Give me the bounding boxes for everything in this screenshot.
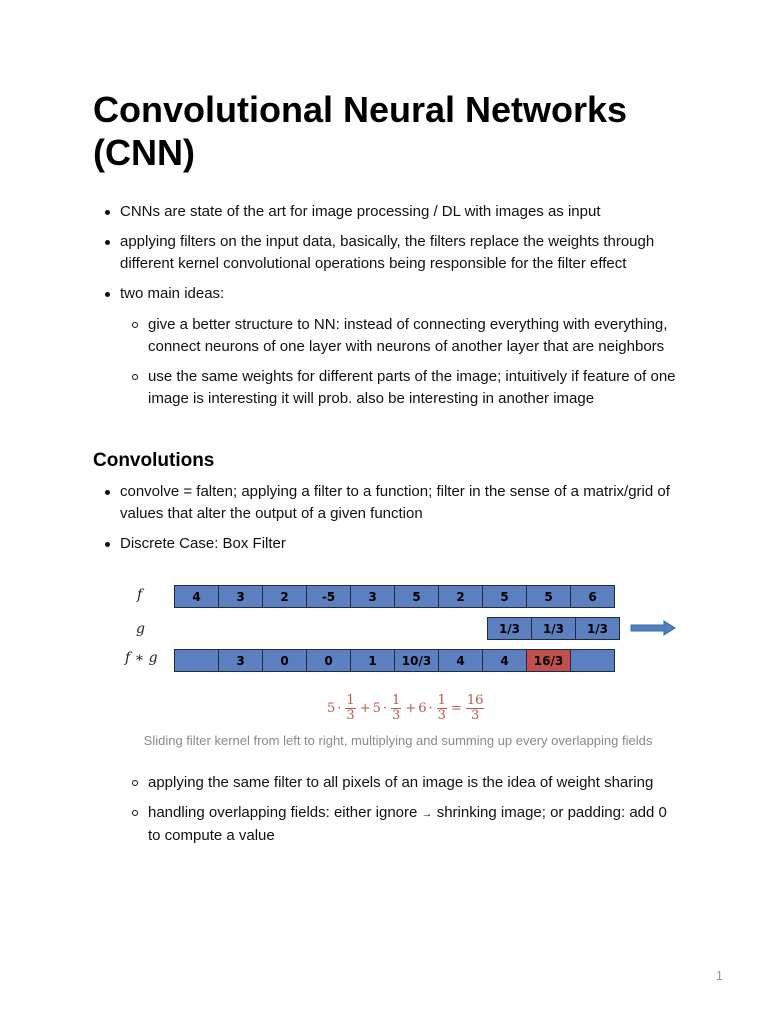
g-cell: 1/3	[531, 617, 576, 640]
bullet-icon	[105, 240, 110, 245]
formula-fraction	[466, 694, 485, 723]
fg-cell: 1	[350, 649, 395, 672]
fraction-denominator: 3	[437, 707, 446, 723]
g-row	[487, 617, 620, 640]
f-row	[174, 585, 615, 608]
formula-fraction	[345, 694, 355, 723]
g-label: g	[136, 621, 145, 637]
list-item	[148, 314, 678, 358]
circle-bullet-icon	[132, 780, 138, 786]
figure-caption: Sliding filter kernel from left to right, multiplying and summing up every overlapping fields	[143, 733, 653, 748]
fg-cell-highlighted: 16/3	[526, 649, 571, 672]
text-after-arrow: shrinking image; or padding: add 0 to compute a value	[148, 804, 667, 844]
fg-cell	[570, 649, 615, 672]
f-cell: -5	[306, 585, 351, 608]
weight-sharing-list	[148, 772, 683, 847]
right-arrow-icon	[630, 620, 676, 636]
list-item	[148, 772, 683, 794]
bullet-icon	[105, 542, 110, 547]
fg-cell: 4	[438, 649, 483, 672]
formula	[327, 688, 486, 728]
list-item	[120, 201, 680, 223]
formula-fraction	[391, 694, 401, 723]
circle-bullet-icon	[132, 810, 138, 816]
formula-operator: =	[450, 700, 462, 716]
fraction-denominator: 3	[392, 707, 401, 723]
f-label: f	[137, 587, 143, 603]
main-ideas-list	[148, 314, 678, 410]
formula-term: 6	[418, 700, 427, 716]
list-item-text: applying filters on the input data, basically, the filters replace the weights through different kernel convolutional operations being responsible for the filter effect	[120, 233, 655, 272]
fg-cell: 10/3	[394, 649, 439, 672]
g-cell: 1/3	[575, 617, 620, 640]
fg-row	[174, 649, 615, 672]
f-cell: 2	[438, 585, 483, 608]
fg-cell	[174, 649, 219, 672]
g-cell: 1/3	[487, 617, 532, 640]
bullet-icon	[105, 210, 110, 215]
formula-operator: +	[405, 700, 417, 716]
f-cell: 5	[526, 585, 571, 608]
list-item	[120, 481, 680, 525]
list-item-text: give a better structure to NN: instead of connecting everything with everything, connect neurons of one layer with neurons of another layer that are neighbors	[148, 316, 668, 355]
list-item-text	[148, 804, 667, 844]
list-item-text: CNNs are state of the art for image processing / DL with images as input	[120, 203, 601, 220]
formula-term: 5	[327, 700, 336, 716]
section-heading: Convolutions	[93, 450, 215, 471]
f-cell: 2	[262, 585, 307, 608]
list-item	[148, 802, 683, 847]
fraction-numerator: 1	[392, 692, 401, 708]
fraction-numerator: 1	[346, 692, 355, 708]
fg-label: f ∗ g	[125, 650, 158, 666]
fg-cell: 3	[218, 649, 263, 672]
formula-fraction	[437, 694, 447, 723]
fg-cell: 4	[482, 649, 527, 672]
list-item-text: convolve = falten; applying a filter to a function; filter in the sense of a matrix/grid of values that alter the output of a given function	[120, 483, 670, 522]
list-item	[148, 366, 678, 410]
bullet-icon	[105, 490, 110, 495]
fraction-denominator: 3	[346, 707, 355, 723]
convolutions-bullet-list	[120, 481, 680, 555]
fg-cell: 0	[262, 649, 307, 672]
list-item-text: Discrete Case: Box Filter	[120, 535, 286, 552]
page-number: 1	[715, 968, 723, 983]
page-title: Convolutional Neural Networks (CNN)	[93, 89, 628, 173]
list-item	[120, 231, 680, 275]
list-item-text: two main ideas:	[120, 285, 225, 302]
circle-bullet-icon	[132, 322, 138, 328]
f-cell: 6	[570, 585, 615, 608]
f-cell: 5	[394, 585, 439, 608]
f-cell: 3	[350, 585, 395, 608]
intro-bullet-list	[120, 201, 680, 305]
formula-operator: ·	[337, 700, 342, 716]
list-item	[120, 533, 680, 555]
fraction-denominator: 3	[470, 707, 480, 723]
fraction-numerator: 1	[437, 692, 446, 708]
f-cell: 3	[218, 585, 263, 608]
list-item	[120, 283, 680, 305]
circle-bullet-icon	[132, 374, 138, 380]
list-item-text: use the same weights for different parts of the image; intuitively if feature of one image is interesting it will prob. also be interesting in another image	[148, 368, 676, 407]
formula-operator: +	[359, 700, 371, 716]
formula-term: 5	[372, 700, 381, 716]
fg-cell: 0	[306, 649, 351, 672]
bullet-icon	[105, 292, 110, 297]
text-before-arrow: handling overlapping fields: either ignore	[148, 804, 418, 821]
formula-operator: ·	[428, 700, 433, 716]
f-cell: 4	[174, 585, 219, 608]
fraction-numerator: 16	[466, 692, 484, 708]
list-item-text: applying the same filter to all pixels of an image is the idea of weight sharing	[148, 774, 654, 791]
f-cell: 5	[482, 585, 527, 608]
arrow-icon: →	[421, 808, 433, 820]
formula-operator: ·	[382, 700, 388, 716]
